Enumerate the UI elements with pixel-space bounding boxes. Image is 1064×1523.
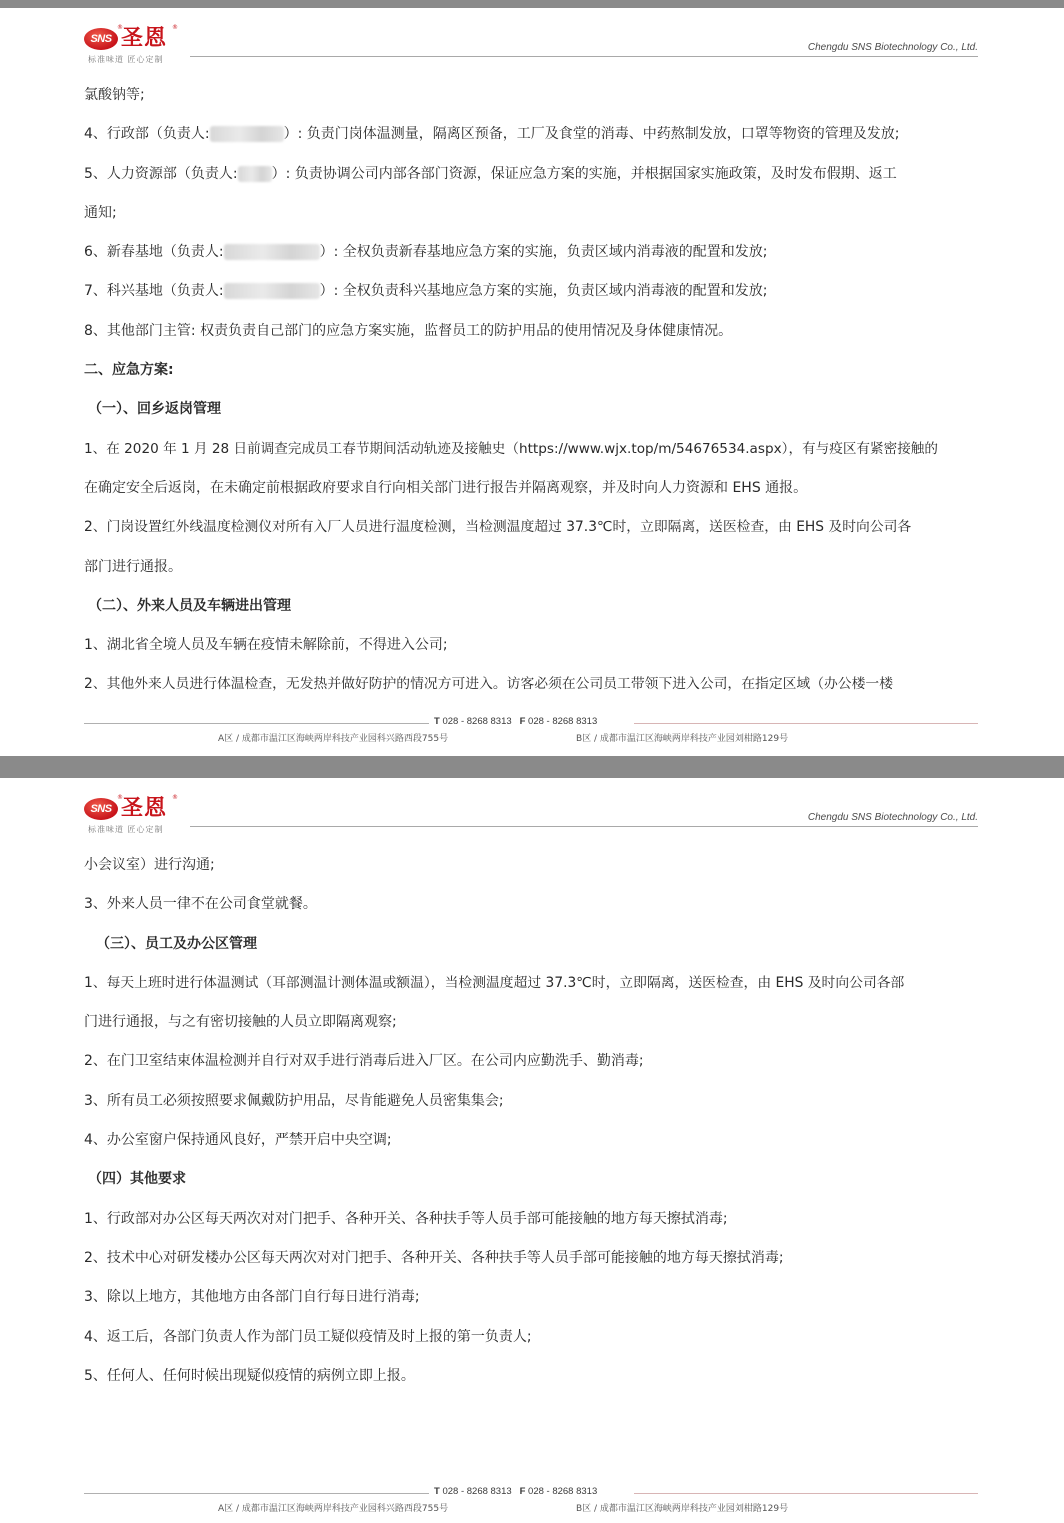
redacted-name [238, 166, 272, 182]
redacted-name [224, 283, 320, 299]
logo-badge: SNS [84, 28, 118, 50]
header-divider [190, 826, 978, 827]
text-line: 2、门岗设置红外线温度检测仪对所有入厂人员进行温度检测，当检测温度超过 37.3℃时，立即隔离，送医检查，由 EHS 及时向公司各 [84, 519, 912, 536]
subsection-heading: （一）、回乡返岗管理 [88, 401, 221, 418]
page-gap [0, 756, 1064, 778]
text-line: 8、其他部门主管: 权责负责自己部门的应急方案实施，监督员工的防护用品的使用情况及身体健康情况。 [84, 322, 733, 339]
company-logo [84, 26, 194, 70]
logo-registered-mark: ® [172, 24, 178, 31]
subsection-heading: （四）其他要求 [88, 1171, 186, 1188]
text-segment: ）: 全权负责科兴基地应急方案的实施，负责区域内消毒液的配置和发放; [319, 283, 768, 300]
text-line [84, 272, 978, 311]
text-segment: ）: 全权负责新春基地应急方案的实施，负责区域内消毒液的配置和发放; [319, 244, 768, 261]
text-segment: 6、新春基地（负责人: [84, 244, 224, 261]
logo-slogan: 标准味道 匠心定制 [88, 55, 164, 64]
text-line: 1、湖北省全境人员及车辆在疫情未解除前，不得进入公司; [84, 637, 448, 654]
section-heading: 二、应急方案: [84, 362, 174, 379]
tel-label: T [434, 1486, 440, 1497]
header-divider [190, 56, 978, 57]
tel-number: 028 - 8268 8313 [442, 1486, 512, 1497]
footer-divider [84, 723, 429, 724]
text-line: 门进行通报，与之有密切接触的人员立即隔离观察; [84, 1014, 397, 1031]
text-line: 3、除以上地方，其他地方由各部门自行每日进行消毒; [84, 1289, 420, 1306]
logo-registered-mark: ® [117, 24, 123, 31]
text-line: 2、技术中心对研发楼办公区每天两次对对门把手、各种开关、各种扶手等人员手部可能接触的地方每天擦拭消毒; [84, 1249, 784, 1266]
logo-badge: SNS [84, 798, 118, 820]
text-line: 通知; [84, 204, 117, 221]
text-line: 1、在 2020 年 1 月 28 日前调查完成员工春节期间活动轨迹及接触史（https://www.wjx.top/m/54676534.aspx），有与疫区有紧密接触的 [84, 440, 938, 457]
logo-name: 圣恩 [121, 796, 168, 821]
text-line: 1、行政部对办公区每天两次对对门把手、各种开关、各种扶手等人员手部可能接触的地方每天擦拭消毒; [84, 1210, 728, 1227]
text-line: 在确定安全后返岗，在未确定前根据政府要求自行向相关部门进行报告并隔离观察，并及时向人力资源和 EHS 通报。 [84, 479, 808, 496]
document-page-2 [0, 778, 1064, 1523]
text-line [84, 233, 978, 272]
logo-registered-mark: ® [117, 794, 123, 801]
text-line: 3、所有员工必须按照要求佩戴防护用品，尽肯能避免人员密集集会; [84, 1092, 504, 1109]
tel-label: T [434, 716, 440, 727]
address-a: A区 / 成都市温江区海峡两岸科技产业园科兴路西段755号 [218, 734, 449, 744]
fax-number: 028 - 8268 8313 [528, 1486, 598, 1497]
page-header [0, 778, 1064, 840]
redacted-name [224, 244, 320, 260]
footer-divider [634, 1493, 978, 1494]
page-footer [0, 1484, 1064, 1520]
address-b: B区 / 成都市温江区海峡两岸科技产业园刘柑路129号 [576, 734, 789, 744]
tel-number: 028 - 8268 8313 [442, 716, 512, 727]
page-header [0, 8, 1064, 70]
viewer-background-top [0, 0, 1064, 8]
footer-contact [434, 1486, 597, 1497]
address-b: B区 / 成都市温江区海峡两岸科技产业园刘柑路129号 [576, 1504, 789, 1514]
text-line: 部门进行通报。 [84, 558, 182, 575]
logo-registered-mark: ® [172, 794, 178, 801]
document-page-1 [0, 8, 1064, 756]
text-line [84, 115, 978, 154]
company-name: Chengdu SNS Biotechnology Co., Ltd. [807, 812, 978, 823]
footer-divider [634, 723, 978, 724]
text-segment: 4、行政部（负责人: [84, 126, 210, 143]
text-segment: ）: 负责门岗体温测量，隔离区预备，工厂及食堂的消毒、中药熬制发放，口罩等物资的管理及发放; [283, 126, 900, 143]
logo-slogan: 标准味道 匠心定制 [88, 825, 164, 834]
footer-contact [434, 716, 597, 727]
text-line: 4、办公室窗户保持通风良好，严禁开启中央空调; [84, 1132, 392, 1149]
address-a: A区 / 成都市温江区海峡两岸科技产业园科兴路西段755号 [218, 1504, 449, 1514]
fax-label: F [519, 716, 526, 727]
subsection-heading: （三）、员工及办公区管理 [96, 935, 257, 952]
page-body [84, 76, 978, 705]
text-line: 3、外来人员一律不在公司食堂就餐。 [84, 896, 317, 913]
page-body [84, 846, 978, 1396]
text-line: 氯酸钠等; [84, 87, 145, 103]
text-line: 4、返工后，各部门负责人作为部门员工疑似疫情及时上报的第一负责人; [84, 1328, 532, 1345]
text-line: 5、任何人、任何时候出现疑似疫情的病例立即上报。 [84, 1367, 415, 1384]
company-name: Chengdu SNS Biotechnology Co., Ltd. [807, 42, 978, 53]
text-segment: ）: 负责协调公司内部各部门资源，保证应急方案的实施，并根据国家实施政策，及时发布假期、返工 [271, 165, 897, 182]
fax-label: F [519, 1486, 526, 1497]
subsection-heading: （二）、外来人员及车辆进出管理 [88, 597, 291, 614]
fax-number: 028 - 8268 8313 [528, 716, 598, 727]
text-line: 1、每天上班时进行体温测试（耳部测温计测体温或额温），当检测温度超过 37.3℃时，立即隔离，送医检查，由 EHS 及时向公司各部 [84, 974, 905, 991]
logo-name: 圣恩 [121, 26, 168, 51]
text-line: 2、在门卫室结束体温检测并自行对双手进行消毒后进入厂区。在公司内应勤洗手、勤消毒; [84, 1053, 644, 1070]
text-line: 2、其他外来人员进行体温检查，无发热并做好防护的情况方可进入。访客必须在公司员工带领下进入公司，在指定区域（办公楼一楼 [84, 676, 893, 693]
page-footer [0, 714, 1064, 750]
redacted-name [210, 126, 284, 142]
text-line: 小会议室）进行沟通; [84, 857, 215, 873]
footer-divider [84, 1493, 429, 1494]
text-segment: 7、科兴基地（负责人: [84, 283, 224, 300]
text-line [84, 155, 978, 194]
text-segment: 5、人力资源部（负责人: [84, 165, 238, 182]
company-logo [84, 796, 194, 840]
